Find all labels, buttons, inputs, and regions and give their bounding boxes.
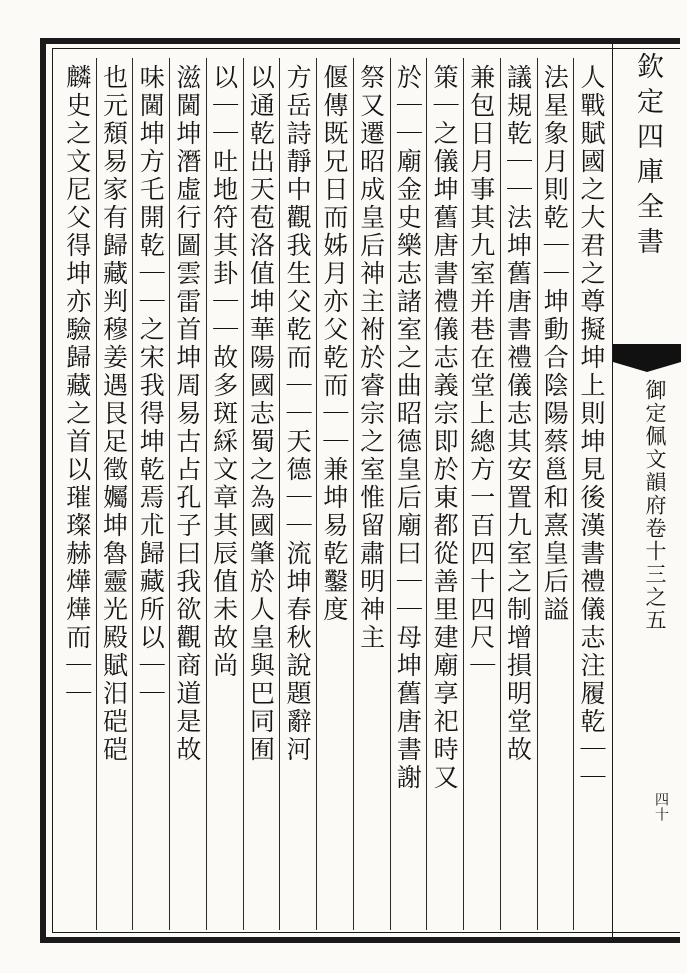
text-column: 麟史之文尼父得坤亦驗歸藏之首以璀璨赫燁燁而｜｜ (62, 64, 92, 708)
text-column: 兼包日月事其九室并巷在堂上總方一百四十四尺｜ (463, 58, 500, 930)
volume-label: 御定佩文韻府卷十三之五 (643, 379, 667, 632)
text-column: 滋閫坤潛虛行圖雲雷首坤周易古占孔子曰我欲觀商道是故 (169, 58, 206, 930)
text-column: 以｜｜吐地符其卦｜｜故多斑綵文章其辰值未故尚 (206, 58, 243, 930)
text-column: 偃傳既兄日而姊月亦父乾而｜｜兼坤易乾鑿度 (316, 58, 353, 930)
text-column: 以通乾出天苞洛值坤華陽國志蜀之為國肇於人皇與巴同囿 (243, 58, 280, 930)
book-title: 欽定四庫全書 (632, 52, 663, 262)
text-column: 味閫坤方乇開乾｜｜之宋我得坤乾焉朮歸藏所以｜｜ (132, 58, 169, 930)
text-column: 策｜之儀坤舊唐書禮儀志義宗即於東都從善里建廟享祀時又 (426, 58, 463, 930)
text-column: 議規乾｜｜法坤舊唐書禮儀志其安置九室之制增損明堂故 (500, 58, 537, 930)
text-column: 法星象月則乾｜｜坤動合陰陽蔡邕和熹皇后謚 (537, 58, 574, 930)
main-text-body (60, 58, 610, 930)
text-column: 人戰賦國之大君之尊擬坤上則坤見後漢書禮儀志注履乾｜｜ (573, 58, 610, 930)
text-column: 也元頹易家有歸藏判穆姜遇艮足徵孎坤魯靈光殿賦汨硙硙 (96, 58, 133, 930)
text-column: 於｜｜廟金史樂志諸室之曲昭德皇后廟曰｜｜母坤舊唐書謝 (390, 58, 427, 930)
page-margin (612, 44, 681, 940)
page-number: 四十 (653, 792, 669, 822)
text-column: 方岳詩靜中觀我生父乾而｜｜天德｜｜流坤春秋說題辭河 (279, 58, 316, 930)
fish-tail-mark (613, 344, 681, 362)
text-column: 祭又遷昭成皇后神主袝於睿宗之室惟留肅明神主 (353, 58, 390, 930)
